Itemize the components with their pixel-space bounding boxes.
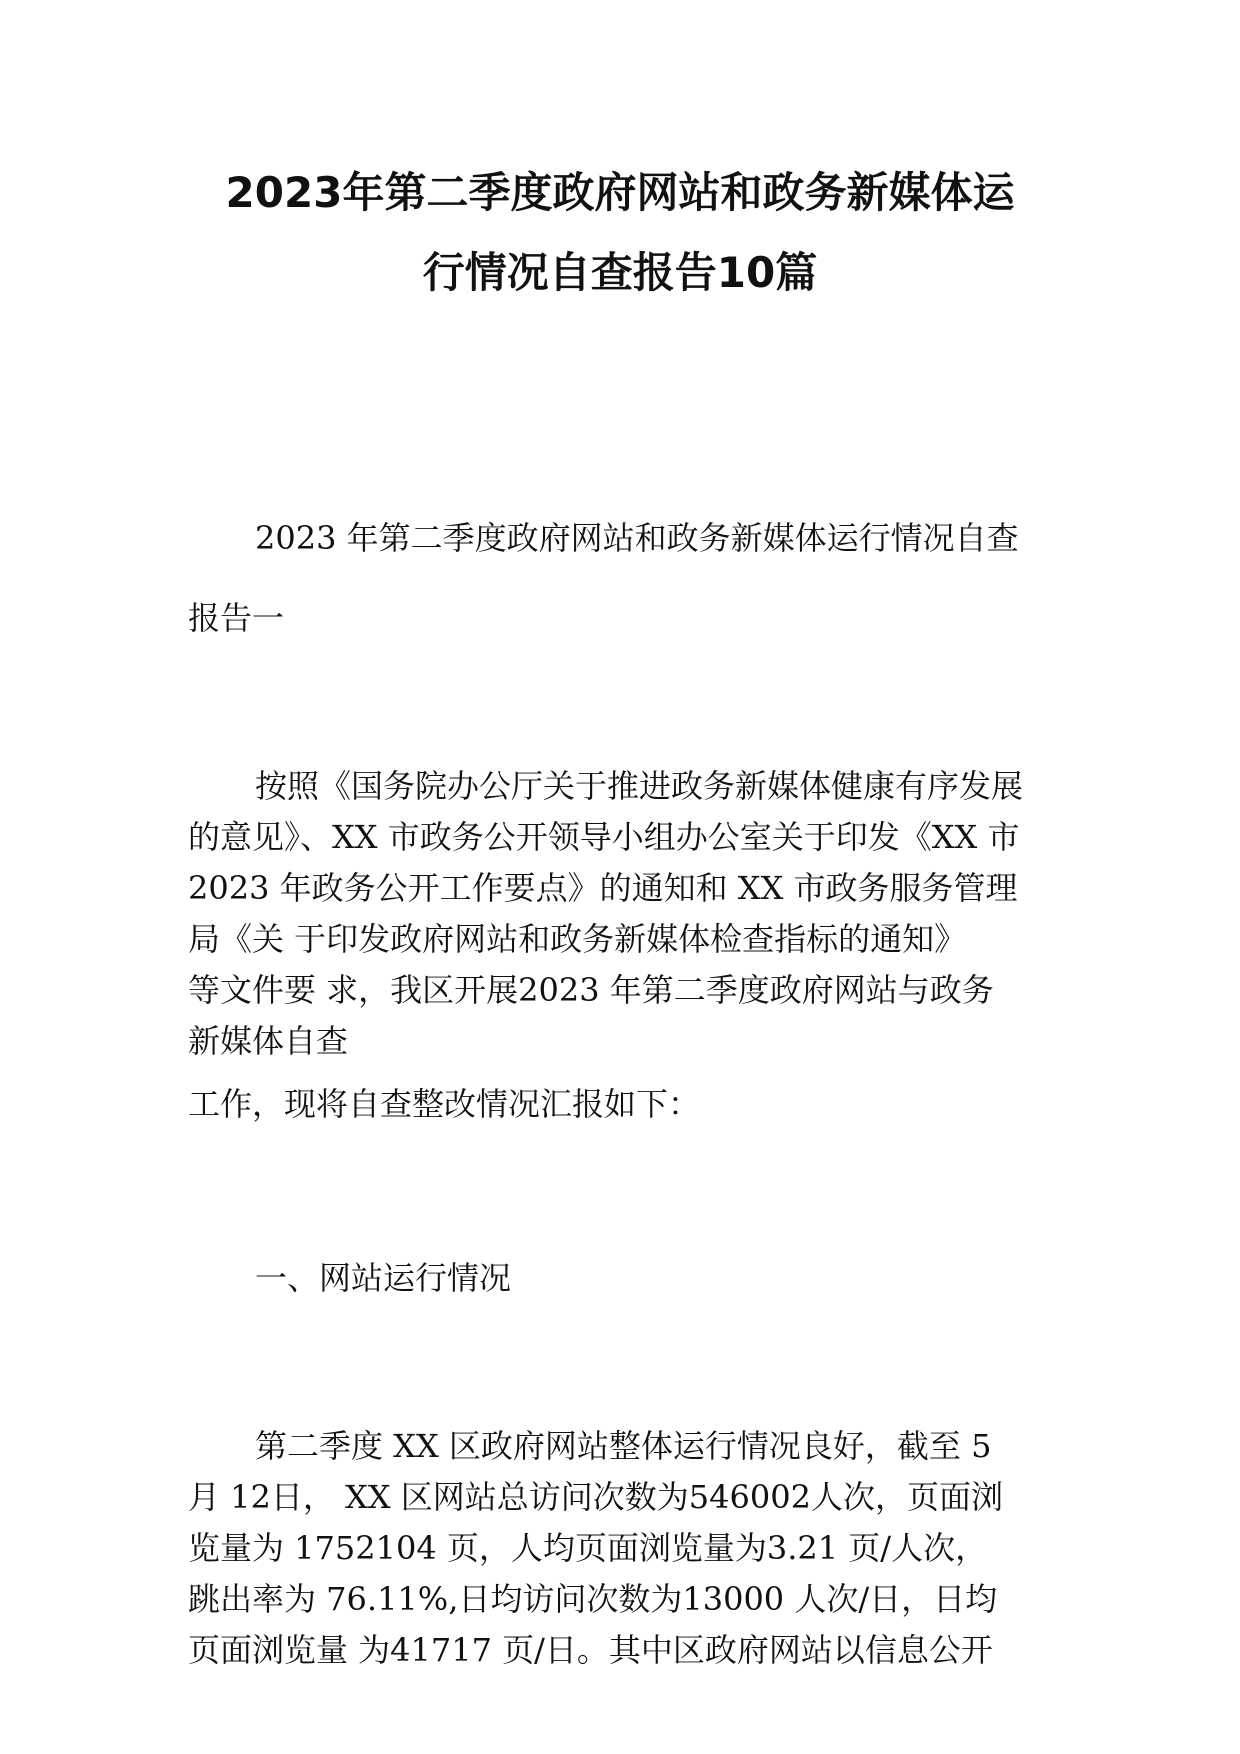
section-paragraph-line: 跳出率为 76.11%,日均访问次数为13000 人次/日，日均 <box>188 1580 998 1618</box>
document-title-line-1: 2023年第二季度政府网站和政务新媒体运 <box>225 168 1015 217</box>
intro-paragraph-line: 的意见》、XX 市政务公开领导小组办公室关于印发《XX 市 <box>188 818 1020 856</box>
intro-paragraph-line: 局《关 于印发政府网站和政务新媒体检查指标的通知》 <box>188 920 967 958</box>
intro-paragraph-line: 新媒体自查 <box>188 1022 349 1060</box>
section-paragraph-line: 月 12日， XX 区网站总访问次数为546002人次，页面浏 <box>188 1478 1003 1516</box>
intro-paragraph-line: 工作，现将自查整改情况汇报如下： <box>188 1085 701 1123</box>
section-paragraph-line: 页面浏览量 为41717 页/日。其中区政府网站以信息公开 <box>188 1631 993 1669</box>
intro-paragraph-line: 2023 年政务公开工作要点》的通知和 XX 市政务服务管理 <box>188 869 1018 907</box>
intro-paragraph-line: 等文件要 求，我区开展2023 年第二季度政府网站与政务 <box>188 971 994 1009</box>
section-paragraph-line: 第二季度 XX 区政府网站整体运行情况良好，截至 5 <box>255 1427 992 1465</box>
document-title-line-2: 行情况自查报告10篇 <box>422 248 818 297</box>
report-subtitle-line-2: 报告一 <box>188 599 285 637</box>
section-heading: 一、网站运行情况 <box>255 1259 512 1297</box>
intro-paragraph-line: 按照《国务院办公厅关于推进政务新媒体健康有序发展 <box>255 767 1024 805</box>
section-paragraph-line: 览量为 1752104 页，人均页面浏览量为3.21 页/人次， <box>188 1529 988 1567</box>
report-subtitle-line-1: 2023 年第二季度政府网站和政务新媒体运行情况自查 <box>255 519 1019 557</box>
